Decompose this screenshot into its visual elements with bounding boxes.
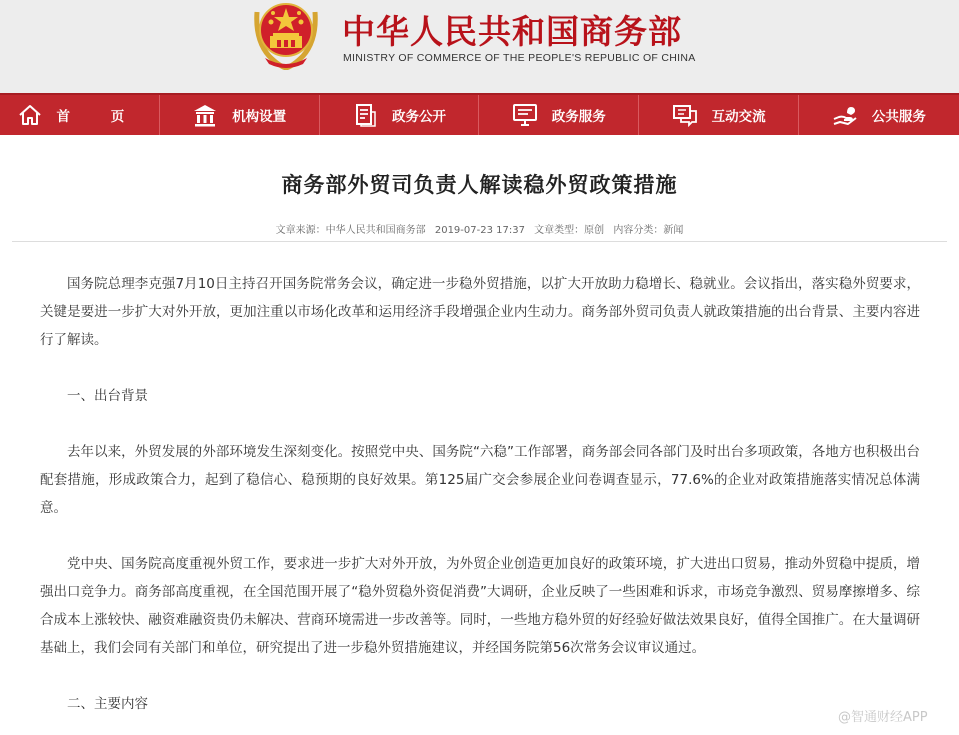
article-paragraph: 国务院总理李克强7月10日主持召开国务院常务会议，确定进一步稳外贸措施，以扩大开放助力稳增长、稳就业。会议指出，落实稳外贸要求，关键是要进一步扩大对外开放，更加注重以市场化改革和运用经济手段增强企业内生动力。商务部外贸司负责人就政策措施的出台背景、主要内容进行了解读。 (40, 276, 920, 348)
nav-label: 政务公开 (391, 109, 446, 125)
nav-item-home[interactable] (0, 95, 160, 135)
article-paragraph: 去年以来，外贸发展的外部环境发生深刻变化。按照党中央、国务院“六稳”工作部署，商务部会同各部门及时出台多项政策，各地方也积极出台配套措施，形成政策合力，起到了稳信心、稳预期的良好效果。第125届广交会参展企业问卷调查显示，77.6%的企业对政策措施落实情况总体满意。 (40, 444, 920, 516)
nav-item-public-services[interactable] (799, 95, 959, 135)
main-nav (0, 93, 959, 135)
nav-item-interaction[interactable] (639, 95, 799, 135)
hand-icon (832, 102, 858, 128)
home-icon (17, 102, 43, 128)
national-emblem-logo (253, 0, 319, 70)
nav-label: 公共服务 (871, 109, 926, 125)
nav-label: 机构设置 (232, 109, 287, 125)
nav-item-organization[interactable] (160, 95, 320, 135)
nav-label: 首 页 (56, 109, 143, 125)
article-title: 商务部外贸司负责人解读稳外贸政策措施 (281, 173, 678, 197)
site-subtitle: MINISTRY OF COMMERCE OF THE PEOPLE'S REPUBLIC OF CHINA (343, 52, 696, 64)
building-icon (192, 102, 218, 128)
article-meta (0, 221, 959, 236)
nav-item-government-affairs[interactable] (320, 95, 480, 135)
article-body (40, 270, 920, 718)
nav-label: 互动交流 (711, 109, 766, 125)
monitor-icon (512, 102, 538, 128)
nav-label: 政务服务 (551, 109, 606, 125)
article-source: 文章来源：中华人民共和国商务部 (275, 225, 426, 236)
article-date: 2019-07-23 17:37 (434, 225, 525, 236)
article-paragraph: 党中央、国务院高度重视外贸工作，要求进一步扩大对外开放，为外贸企业创造更加良好的政策环境，扩大进出口贸易，推动外贸稳中提质，增强出口竞争力。商务部高度重视，在全国范围开展了“稳外贸稳外资促消费”大调研，企业反映了一些困难和诉求，市场竞争激烈、贸易摩擦增多、综合成本上涨较快、融资难融资贵仍未解决、营商环境需进一步改善等。同时，一些地方稳外贸的好经验好做法效果良好，值得全国推广。在大量调研基础上，我们会同有关部门和单位，研究提出了进一步稳外贸措施建议，并经国务院第56次常务会议审议通过。 (40, 556, 920, 656)
document-icon (352, 102, 378, 128)
section-heading: 一、出台背景 (67, 388, 148, 404)
section-heading: 二、主要内容 (67, 696, 148, 712)
article-category: 内容分类：新闻 (613, 225, 684, 236)
site-header (0, 0, 959, 93)
chat-icon (672, 102, 698, 128)
nav-item-services[interactable] (479, 95, 639, 135)
watermark: @智通财经APP (838, 710, 928, 725)
article-type: 文章类型：原创 (534, 225, 605, 236)
site-title: 中华人民共和国商务部 (342, 12, 682, 51)
divider (12, 241, 947, 242)
